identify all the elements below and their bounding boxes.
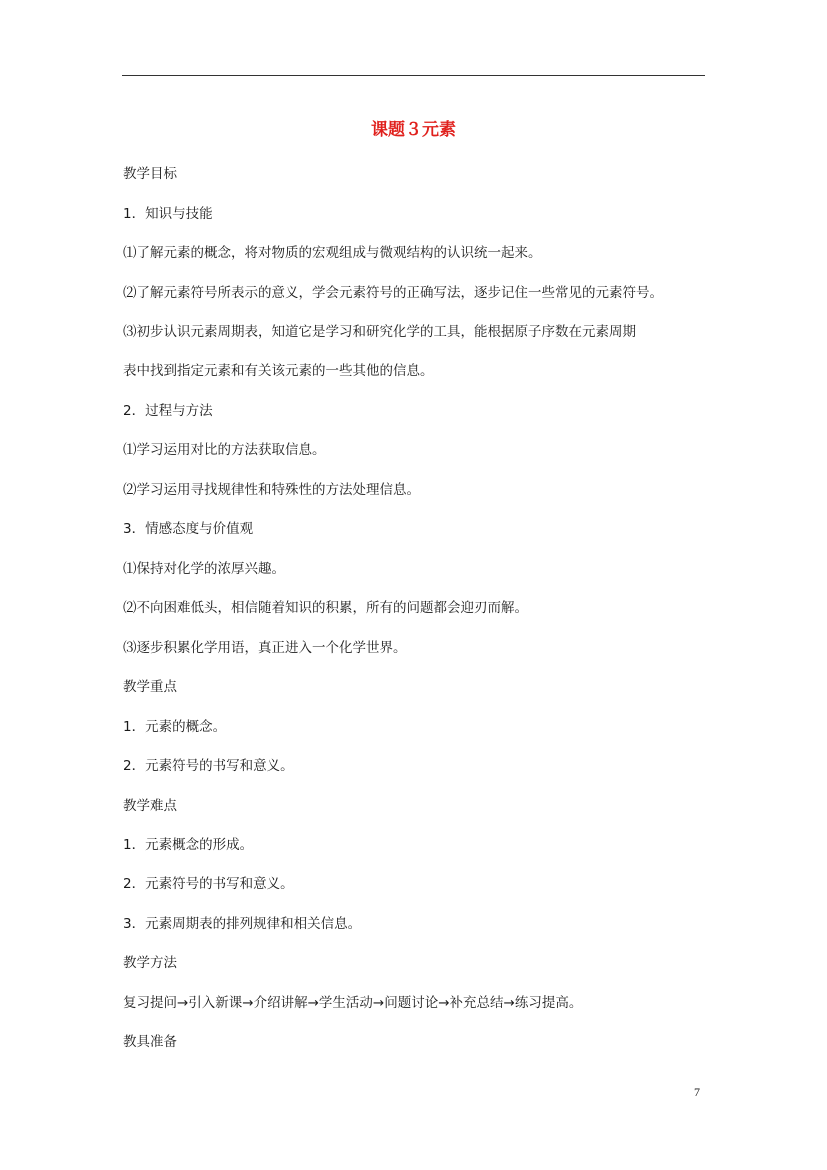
section-heading-difficulties: 教学难点 — [123, 798, 177, 814]
section-heading-key-points: 教学重点 — [123, 679, 177, 695]
section-heading-objectives: 教学目标 — [123, 166, 177, 182]
objective-item: ⑵了解元素符号所表示的意义，学会元素符号的正确写法，逐步记住一些常见的元素符号。 — [123, 285, 663, 301]
difficulty-item: 3．元素周期表的排列规律和相关信息。 — [123, 916, 362, 932]
subheading-attitude-values: 3．情感态度与价值观 — [123, 521, 254, 537]
lesson-title: 课题３元素 — [371, 120, 456, 140]
teaching-method-flow: 复习提问→引入新课→介绍讲解→学生活动→问题讨论→补充总结→练习提高。 — [123, 995, 583, 1011]
objective-item: ⑶逐步积累化学用语，真正进入一个化学世界。 — [123, 640, 407, 656]
objective-item: ⑵不向困难低头，相信随着知识的积累，所有的问题都会迎刃而解。 — [123, 600, 528, 616]
section-heading-methods: 教学方法 — [123, 955, 177, 971]
section-heading-materials: 教具准备 — [123, 1034, 177, 1050]
objective-item: ⑴保持对化学的浓厚兴趣。 — [123, 561, 285, 577]
objective-item-continued: 表中找到指定元素和有关该元素的一些其他的信息。 — [123, 363, 434, 379]
objective-item: ⑵学习运用寻找规律性和特殊性的方法处理信息。 — [123, 482, 420, 498]
difficulty-item: 2．元素符号的书写和意义。 — [123, 876, 294, 892]
objective-item: ⑴了解元素的概念，将对物质的宏观组成与微观结构的认识统一起来。 — [123, 245, 542, 261]
objective-item: ⑶初步认识元素周期表，知道它是学习和研究化学的工具，能根据原子序数在元素周期 — [123, 324, 636, 340]
objective-item: ⑴学习运用对比的方法获取信息。 — [123, 442, 326, 458]
subheading-process-methods: 2．过程与方法 — [123, 403, 213, 419]
key-point-item: 1．元素的概念。 — [123, 719, 227, 735]
header-rule — [122, 75, 705, 76]
difficulty-item: 1．元素概念的形成。 — [123, 837, 254, 853]
key-point-item: 2．元素符号的书写和意义。 — [123, 758, 294, 774]
page-number: 7 — [694, 1085, 700, 1099]
subheading-knowledge-skills: 1．知识与技能 — [123, 206, 213, 222]
